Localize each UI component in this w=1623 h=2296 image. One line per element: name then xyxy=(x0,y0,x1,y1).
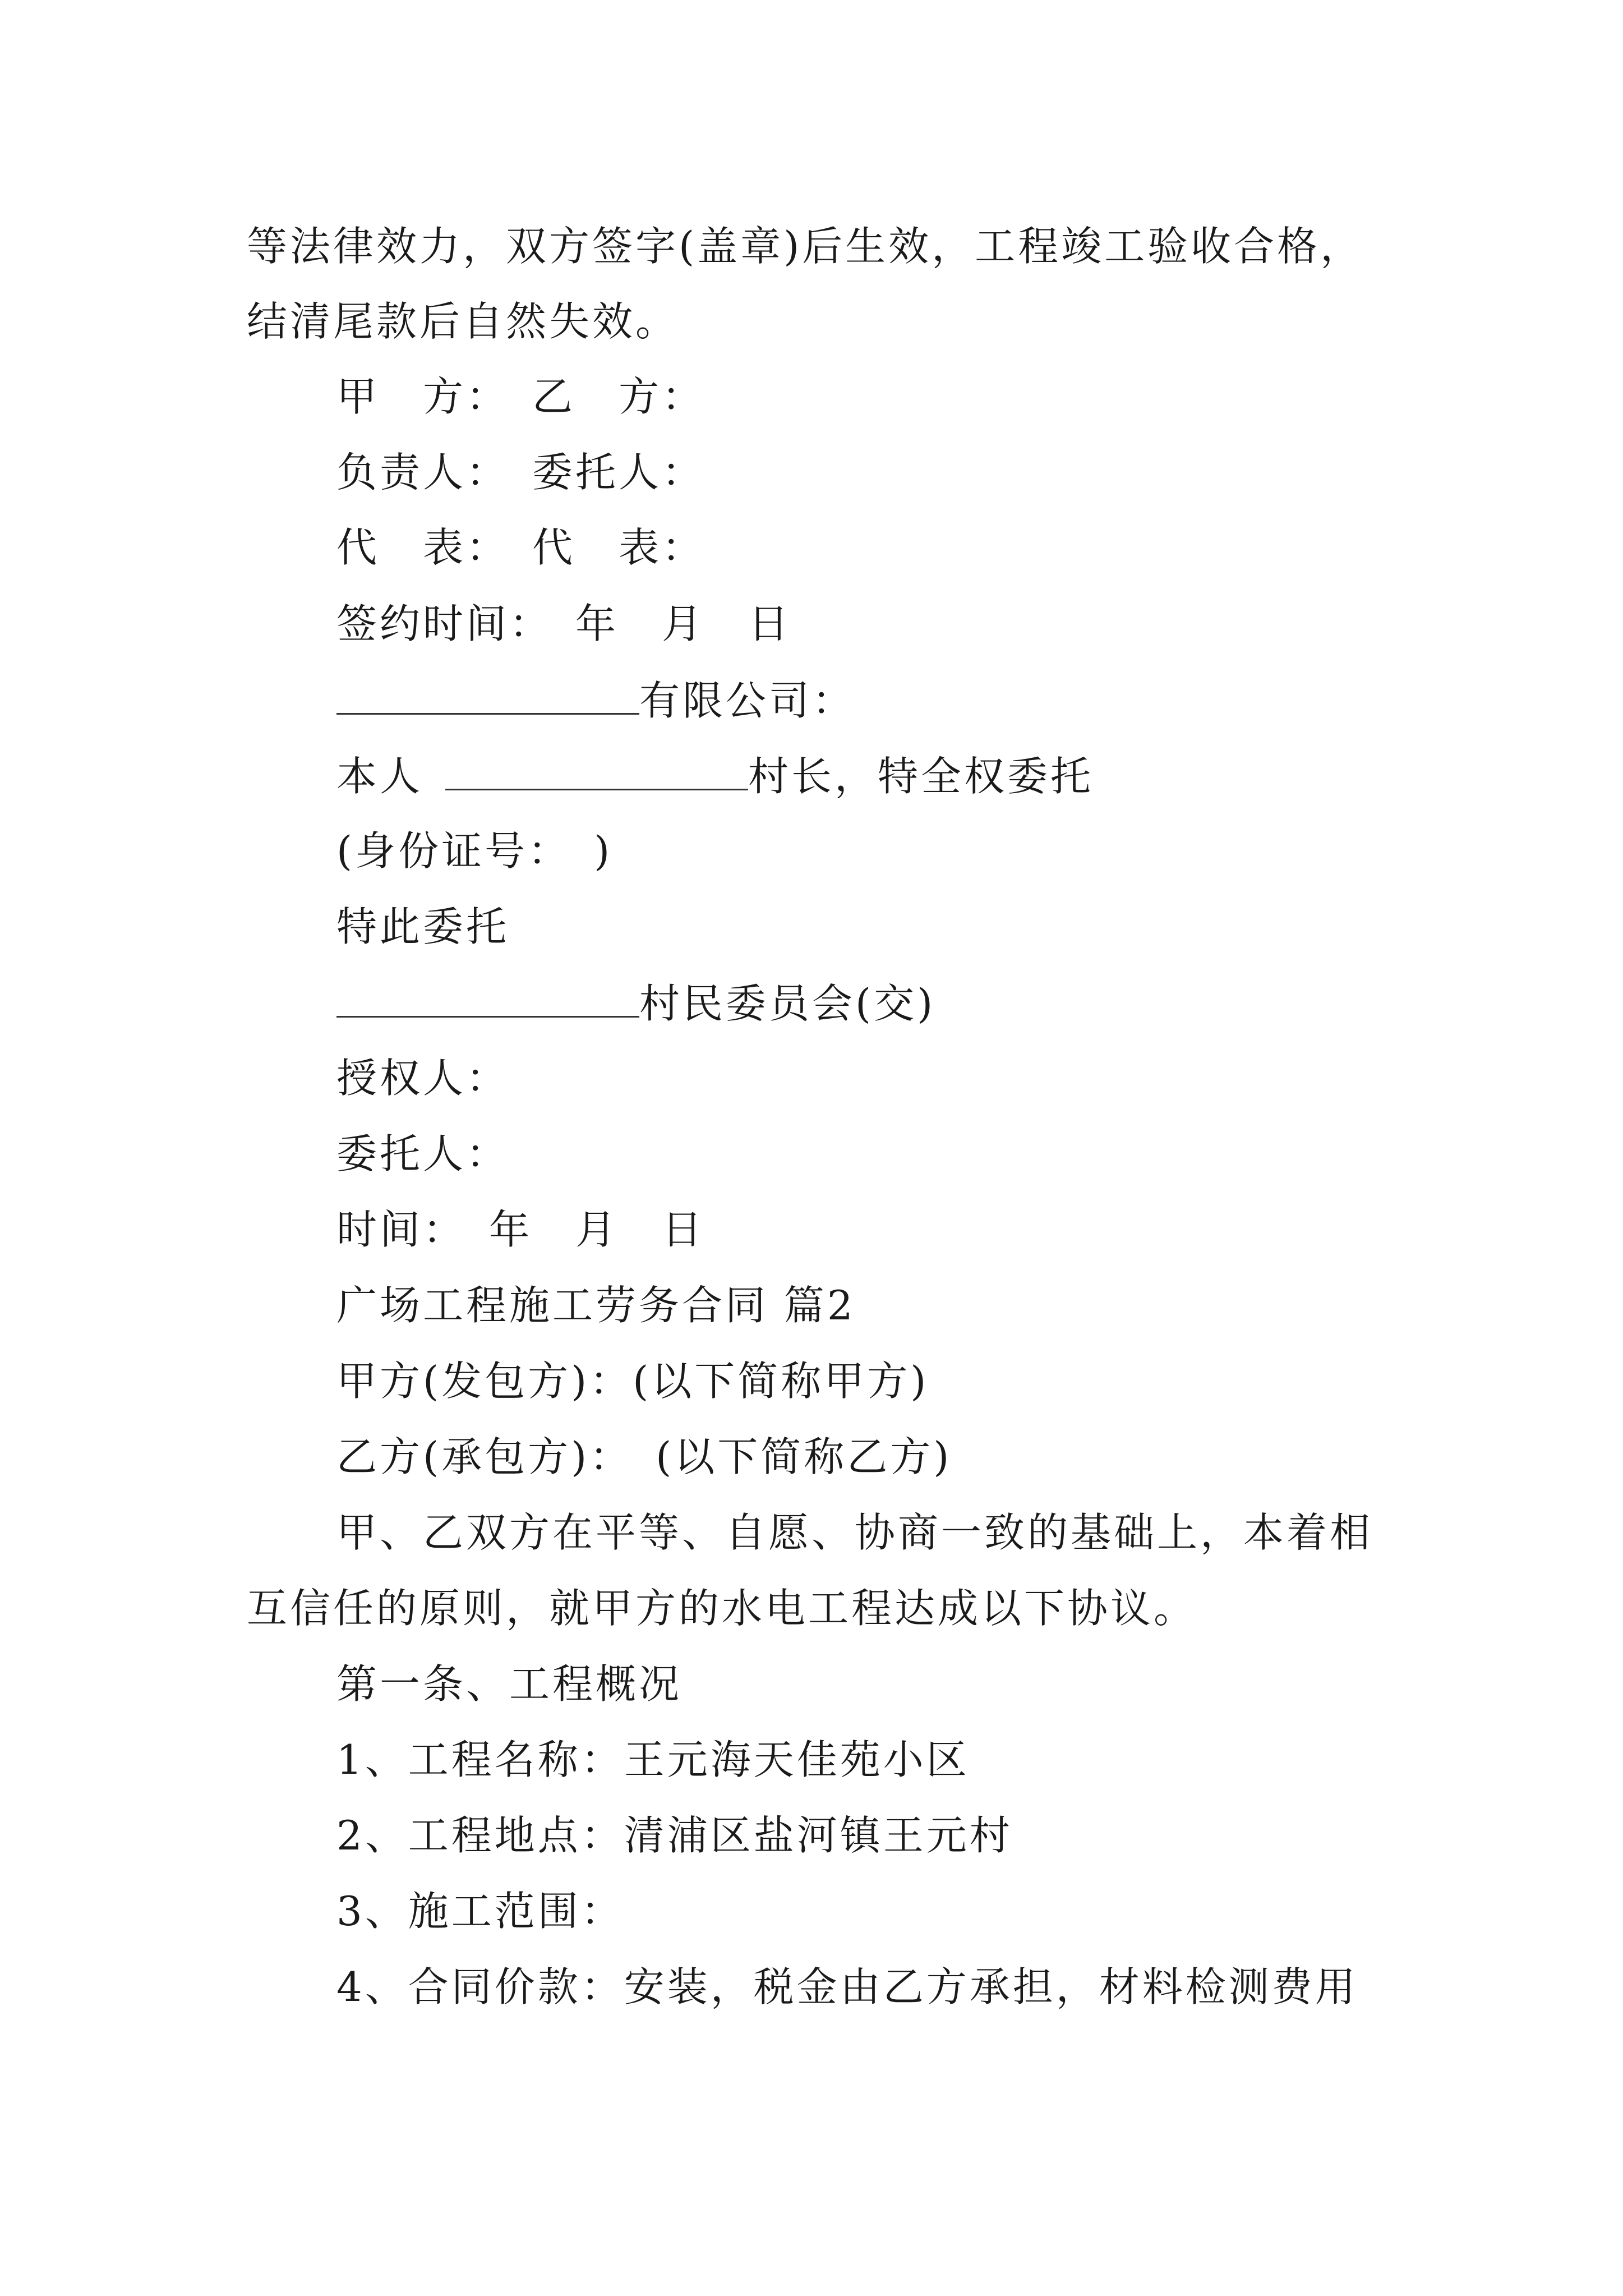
committee-suffix: 村民委员会(交) xyxy=(639,980,936,1027)
company-line xyxy=(336,677,856,724)
company-suffix: 有限公司： xyxy=(639,677,856,724)
paragraph-line: 等法律效力，双方签字(盖章)后生效，工程竣工验收合格， xyxy=(247,223,1364,270)
sign-date-row: 签约时间： 年 月 日 xyxy=(336,600,792,647)
party-b-line: 乙方(承包方)： (以下简称乙方) xyxy=(336,1433,952,1480)
blank-fill xyxy=(445,755,748,790)
intro-line: 互信任的原则，就甲方的水电工程达成以下协议。 xyxy=(247,1585,1197,1632)
blank-fill xyxy=(336,982,639,1018)
principal-row: 负责人： 委托人： xyxy=(336,449,706,496)
list-item: 4、合同价款：安装，税金由乙方承担，材料检测费用 xyxy=(336,1963,1358,2010)
article-title: 第一条、工程概况 xyxy=(336,1660,683,1708)
party-row: 甲 方： 乙 方： xyxy=(336,373,706,420)
list-item: 1、工程名称：王元海天佳苑小区 xyxy=(336,1736,970,1783)
authorizer-line: 授权人： xyxy=(336,1055,510,1102)
section-heading: 广场工程施工劳务合同 篇2 xyxy=(336,1282,856,1329)
list-item: 3、施工范围： xyxy=(336,1888,624,1935)
id-number-line: (身份证号： ) xyxy=(336,827,613,875)
blank-fill xyxy=(336,679,639,715)
party-a-line: 甲方(发包方)：(以下简称甲方) xyxy=(336,1358,929,1405)
committee-line xyxy=(336,980,936,1027)
entrusted-line: 委托人： xyxy=(336,1130,510,1177)
intro-line: 甲、乙双方在平等、自愿、协商一致的基础上，本着相 xyxy=(336,1509,1373,1556)
list-item: 2、工程地点：清浦区盐河镇王元村 xyxy=(336,1812,1013,1859)
hereby-line: 特此委托 xyxy=(336,903,510,950)
date-line: 时间： 年 月 日 xyxy=(336,1206,706,1253)
paragraph-line: 结清尾款后自然失效。 xyxy=(247,298,679,345)
person-line xyxy=(336,753,1094,800)
person-prefix: 本人 xyxy=(336,753,423,800)
person-suffix: 村长，特全权委托 xyxy=(748,753,1094,800)
representative-row: 代 表： 代 表： xyxy=(336,524,706,571)
